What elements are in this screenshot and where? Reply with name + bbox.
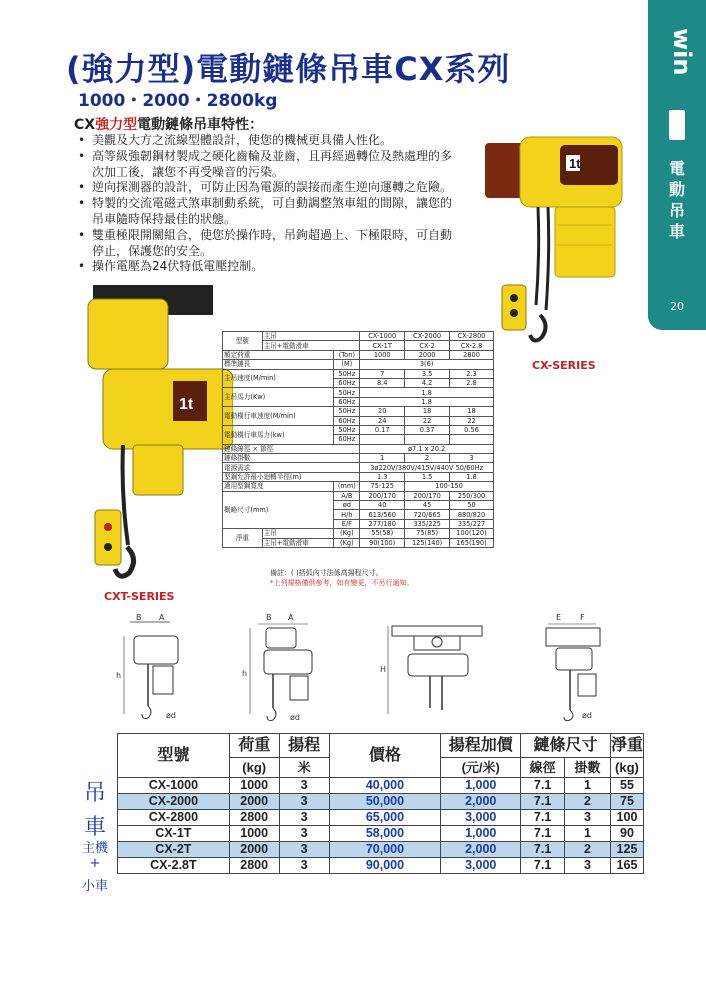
spec-row-weight-main: 淨重 主吊 (Kg) 55(58) 75(85) 100(120): [223, 529, 494, 538]
dimension-diagram-cx: [108, 614, 208, 724]
svg-text:H: H: [380, 665, 387, 674]
spec-table: 型號 主吊 CX-1000 CX-2000 CX-2800 主吊+電動滑車 CX-1T CX-2 CX-2.8 額定荷重 (Ton) 1000 2000 2800 標準鏈長 (M) 3(6) 主吊速度(M/min) 50Hz 7 3.5 2.3 60Hz 8.4 4.2 2.8 主吊馬力(Kw) 50Hz 1.8 60Hz 1.8 電動橫行車速度(M/min) 50Hz 20 18 18 60Hz 24 22 22 電動橫行車馬力(kw) 50Hz 0.17 0.37 0.56 60Hz 鏈條線徑 × 節徑 ø7.1 x 20.2 鏈條掛數 1 2 3 電源需求 3ø220V/380V/415V/440V 50/60Hz 型鋼允許最小迴轉半徑(m) 1.3 1.5 1.8 適用型鋼寬度 (mm) 75-125 100-150 概略尺寸(mm) A/B 200/170 200/170 250/300 ød 40 45 50 H/h 613/560 720/665 880/820 E/F 277/180 335/225 335/227 淨重 主吊 (Kg) 55(58) 75(85) 100(120) 主吊+電動滑車 (Kg) 90(100) 125(140) 165(190): [222, 331, 494, 548]
cx-series-label: CX-SERIES: [532, 359, 596, 372]
features-title: CX強力型電動鏈條吊車特性：: [74, 117, 264, 133]
page-title: (強力型)電動鏈條吊車CX系列: [66, 50, 511, 88]
spec-row-rated-load: 額定荷重 (Ton) 1000 2000 2800: [223, 350, 494, 359]
dimension-diagram-trolley: [378, 614, 488, 724]
table-row: CX-2T 2000 3 70,000 2,000 7.1 2 125: [118, 842, 644, 858]
feature-item: • 特製的交流電磁式煞車制動系統，可自動調整煞車組的間隙，讓您的吊車隨時保持最佳的狀態。: [78, 196, 458, 228]
spec-notes: 備註：( )括弧內寸法係高揚程尺寸。 *上列規格僅供參考，如有變更，不另行通知。: [270, 569, 414, 587]
spec-row-chain-dia: 鏈條線徑 × 節徑 ø7.1 x 20.2: [223, 444, 494, 453]
features-list: [78, 133, 458, 275]
price-side-label-1: 吊: [83, 781, 106, 806]
brand-logo: win: [668, 28, 696, 76]
price-table: 型號 荷重 揚程 價格 揚程加價 鏈條尺寸 淨重 (kg) 米 (元/米) 線徑 掛數 (kg) CX-1000 1000 3 40,000 1,000 7.1 1 55 CX-2000 2000 3 50,000 2,000 7.1 2 75 CX-2800 2800 3 65,000 3,000 7.1 3 100 CX-1T 1000 3 58,000 1,000 7.1 1 90 CX-2T 2000 3 70,000 2,000 7.1 2 125 CX-2.8T 2800 3 90,000 3,000 7.1 3 165: [117, 733, 644, 874]
table-row: CX-1T 1000 3 58,000 1,000 7.1 1 90: [118, 826, 644, 842]
spec-row-dim-hh: H/h 613/560 720/665 880/820: [223, 510, 494, 519]
capacity-badge-text: 1t: [569, 156, 581, 171]
brand-logo-mark: [669, 110, 685, 140]
price-side-label-4: +: [89, 856, 101, 871]
cxt-series-photo: [83, 285, 233, 585]
page-subtitle: 1000・2000・2800kg: [78, 91, 278, 111]
table-row: CX-1000 1000 3 40,000 1,000 7.1 1 55: [118, 778, 644, 794]
feature-item: • 操作電壓為24伏特低電壓控制。: [78, 259, 458, 275]
feature-item: • 逆向探測器的設計，可防止因為電源的誤接而產生逆向運轉之危險。: [78, 180, 458, 196]
price-header-weight: 淨重: [610, 734, 643, 758]
price-side-label-5: 小車: [81, 879, 108, 894]
spec-row-trav-speed: 電動橫行車速度(M/min) 50Hz 20 18 18: [223, 407, 494, 416]
svg-text:B: B: [136, 614, 142, 622]
spec-model-label: 型號: [223, 332, 263, 351]
price-header-chain: 鏈條尺寸: [521, 734, 611, 758]
dimension-diagram-side: [532, 614, 632, 724]
table-row: CX-2800 2800 3 65,000 3,000 7.1 3 100: [118, 810, 644, 826]
spec-row-dim-ab: 概略尺寸(mm) A/B 200/170 200/170 250/300: [223, 491, 494, 500]
spec-row-chain-falls: 鏈條掛數 1 2 3: [223, 454, 494, 463]
side-tab: [648, 0, 706, 330]
price-header-load: 荷重: [229, 734, 279, 758]
cx-series-photo: [480, 135, 630, 355]
svg-text:A: A: [159, 614, 165, 622]
feature-item: • 高等級強韌鋼材製成之硬化齒輪及並齒，且再經過轉位及熱處理的多次加工後，讓您不再受噪音的污染。: [78, 149, 458, 181]
price-side-label-2: 車: [83, 815, 106, 840]
table-row: CX-2.8T 2800 3 90,000 3,000 7.1 3 165: [118, 858, 644, 874]
spec-row-power: 電源需求 3ø220V/380V/415V/440V 50/60Hz: [223, 463, 494, 472]
spec-row-trav-power: 電動橫行車馬力(kw) 50Hz 0.17 0.37 0.56: [223, 425, 494, 434]
table-row: CX-2000 2000 3 50,000 2,000 7.1 2 75: [118, 794, 644, 810]
svg-text:h: h: [116, 671, 122, 680]
spec-row-lift: 標準鏈長 (M) 3(6): [223, 360, 494, 369]
dimension-diagram-cxt: [228, 614, 328, 724]
price-header-price: 價格: [329, 734, 441, 778]
spec-row-min-radius: 型鋼允許最小迴轉半徑(m) 1.3 1.5 1.8: [223, 472, 494, 481]
feature-item: • 雙重極限開關組合，使您於操作時，吊鉤超過上、下極限時，可自動停止，保護您的安全。: [78, 228, 458, 260]
svg-text:A: A: [288, 614, 294, 622]
svg-text:B: B: [266, 614, 272, 622]
price-header-extra: 揚程加價: [441, 734, 521, 758]
svg-text:h: h: [242, 669, 248, 678]
price-side-label-3: 主機: [81, 841, 108, 856]
spec-row-hoist-power: 主吊馬力(Kw) 50Hz 1.8: [223, 388, 494, 397]
spec-row-beam-width: 適用型鋼寬度 (mm) 75-125 100-150: [223, 482, 494, 491]
svg-text:ød: ød: [582, 711, 592, 720]
spec-row-weight-trolley: 主吊+電動滑車 (Kg) 90(100) 125(140) 165(190): [223, 538, 494, 547]
spec-row-dim-ef: E/F 277/180 335/225 335/227: [223, 519, 494, 528]
svg-text:E: E: [556, 614, 562, 622]
spec-row-dim-d: ød 40 45 50: [223, 501, 494, 510]
svg-text:F: F: [580, 614, 585, 622]
svg-text:ød: ød: [166, 711, 176, 720]
capacity-badge-text: 1t: [179, 396, 194, 413]
feature-item: • 美觀及大方之流線型體設計，使您的機械更具備人性化。: [78, 133, 458, 149]
spec-row-hoist-speed: 主吊速度(M/min) 50Hz 7 3.5 2.3: [223, 369, 494, 378]
cxt-series-label: CXT-SERIES: [104, 590, 175, 603]
category-label: 電 動 吊 車: [668, 159, 685, 241]
price-header-model: 型號: [118, 734, 230, 778]
svg-text:ød: ød: [290, 713, 300, 722]
price-header-lift: 揚程: [279, 734, 329, 758]
page-number: 20: [670, 300, 684, 313]
